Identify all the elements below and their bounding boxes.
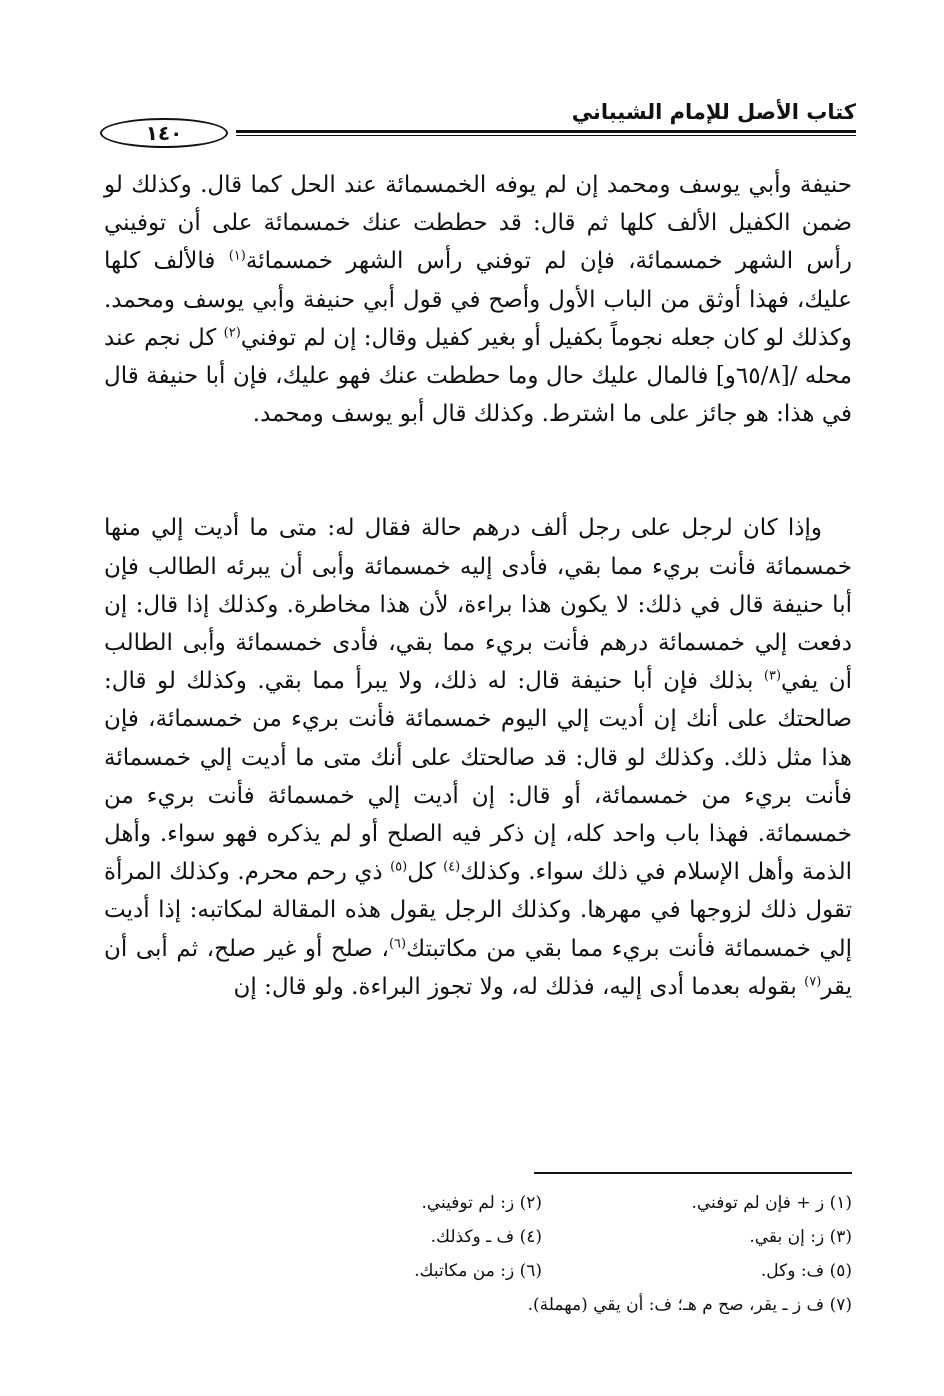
footnote-ref-7: (٧) — [804, 974, 822, 990]
footnote-ref-4: (٤) — [443, 859, 461, 875]
text-segment: وإذا كان لرجل على رجل ألف درهم حالة فقال له: متى ما أديت إلي منها خمسمائة فأنت بريء مما بقي، فأدى إليه خمسمائة وأبى أن يبرئه الطالب فإن أبا حنيفة قال في ذلك: لا يكون هذا براءة، لأن هذا مخاطرة. وكذلك إذا قال: إن دفعت إلي خمسمائة درهم فأنت بريء مما بقي، فأدى خمسمائة وأبى الطالب أن يفي — [104, 515, 852, 695]
footnote-2: (٢) ز: لم توفيني. — [421, 1193, 542, 1213]
text-segment: فالألف كلها عليك، فهذا أوثق من الباب الأول وأصح في قول أبي حنيفة وأبي يوسف ومحمد. وكذلك لو كان جعله نجوماً بكفيل أو بغير كفيل وقال: إن لم توفني — [104, 248, 853, 351]
footnote-ref-1: (١) — [228, 248, 246, 264]
book-title: كتاب الأصل للإمام الشيباني — [571, 100, 856, 124]
header-rule — [236, 130, 856, 136]
footnote-5: (٥) ف: وكل. — [760, 1261, 852, 1281]
running-header — [100, 92, 856, 152]
footnote-4: (٤) ف ـ وكذلك. — [430, 1227, 542, 1247]
footnote-3: (٣) ز: إن بقي. — [749, 1227, 852, 1247]
footnote-row — [232, 1254, 852, 1288]
text-segment: ، صلح أو غير صلح، ثم أبى أن يقر — [104, 935, 852, 1000]
text-segment: بقوله بعدما أدى إليه، فذلك له، ولا تجوز البراءة. ولو قال: إن — [233, 973, 805, 1000]
footnote-row — [232, 1288, 852, 1322]
footnote-ref-3: (٣) — [763, 668, 782, 684]
text-segment: ذي رحم محرم. وكذلك المرأة تقول ذلك لزوجها في مهرها. وكذلك الرجل يقول هذه المقالة لمكاتبه: إذا أديت إلي خمسمائة فأنت بريء مما بقي من مكاتبتك — [104, 859, 852, 962]
footnote-separator — [534, 1172, 852, 1174]
footnote-ref-6: (٦) — [388, 936, 407, 951]
footnote-7: (٧) ف ز ـ يقر، صح م هـ؛ ف: أن يقي (مهملة). — [527, 1295, 852, 1315]
footnote-ref-2: (٢) — [223, 325, 241, 341]
text-segment: كل نجم عند محله /[٦٥/٨و] فالمال عليك حال وما حططت عنك فهو عليك، فإن أبا حنيفة قال في هذا: هو جائز على ما اشترط. وكذلك قال أبو يوسف ومحمد. — [104, 324, 852, 428]
footnote-6: (٦) ز: من مكاتبك. — [414, 1261, 542, 1281]
footnote-row — [232, 1220, 852, 1254]
page-number: ١٤٠ — [100, 118, 228, 148]
text-segment: كل — [407, 859, 444, 886]
text-segment: بذلك فإن أبا حنيفة قال: له ذلك، ولا يبرأ مما بقي. وكذلك لو قال: صالحتك على أنك إن أديت إلي اليوم خمسمائة فأنت بريء من خمسمائة، فإن هذا مثل ذلك. وكذلك لو قال: قد صالحتك على أنك متى ما أديت إلي خمسمائة فأنت بريء من خمسمائة، أو قال: إن أديت إلي خمسمائة فأنت بريء من خمسمائة. فهذا باب واحد كله، إن ذكر فيه الصلح أو لم يذكره فهو سواء. وأهل الذمة وأهل الإسلام في ذلك سواء. وكذلك — [104, 668, 853, 886]
footnotes — [232, 1186, 852, 1322]
footnote-ref-5: (٥) — [390, 859, 408, 875]
text-segment: حنيفة وأبي يوسف ومحمد إن لم يوفه الخمسمائة عند الحل كما قال. وكذلك لو ضمن الكفيل الألف كلها ثم قال: قد حططت عنك خمسمائة على أن توفيني رأس الشهر خمسمائة، فإن لم توفني رأس الشهر خمسمائة — [104, 172, 852, 275]
footnote-1: (١) ز + فإن لم توفني. — [691, 1193, 852, 1213]
footnote-row — [232, 1186, 852, 1220]
paragraph-2 — [104, 509, 852, 1006]
main-text — [104, 166, 852, 1006]
paragraph-1 — [104, 166, 852, 433]
